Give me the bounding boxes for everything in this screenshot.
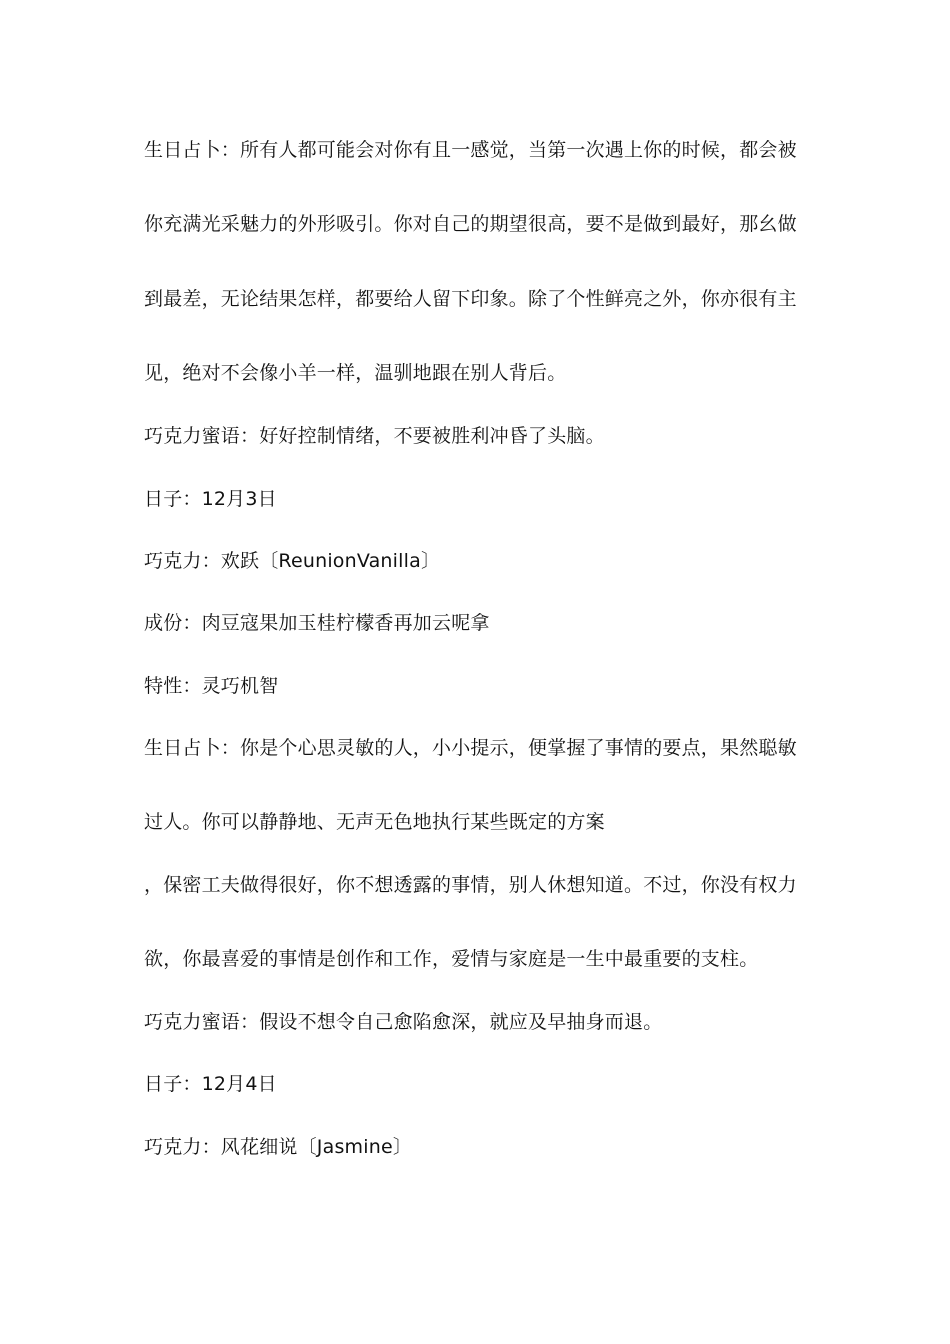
text-line-5: 生日占卜：你是个心思灵敏的人，小小提示，便掌握了事情的要点，果然聪敏	[144, 737, 797, 759]
text-line-3: 到最差，无论结果怎样，都要给人留下印象。除了个性鲜亮之外，你亦很有主	[144, 288, 797, 310]
text-line-7: ，保密工夫做得很好，你不想透露的事情，别人休想知道。不过，你没有权力	[144, 874, 797, 896]
text-line-2: 你充满光采魅力的外形吸引。你对自己的期望很高，要不是做到最好，那幺做	[144, 213, 797, 235]
date-line-1: 日子：12月3日	[144, 488, 277, 510]
trait-line: 特性：灵巧机智	[144, 675, 279, 697]
text-line-6: 过人。你可以静静地、无声无色地执行某些既定的方案	[144, 811, 605, 833]
chocolate-name-1: 巧克力：欢跃〔ReunionVanilla〕	[144, 550, 441, 572]
text-line-4: 见，绝对不会像小羊一样，温驯地跟在别人背后。	[144, 362, 567, 384]
chocolate-message-2: 巧克力蜜语：假设不想令自己愈陷愈深，就应及早抽身而退。	[144, 1011, 663, 1033]
chocolate-name-2: 巧克力：风花细说〔Jasmine〕	[144, 1136, 413, 1158]
chocolate-message-1: 巧克力蜜语：好好控制情绪，不要被胜利冲昏了头脑。	[144, 425, 605, 447]
date-line-2: 日子：12月4日	[144, 1073, 277, 1095]
text-line-1: 生日占卜：所有人都可能会对你有且一感觉，当第一次遇上你的时候，都会被	[144, 139, 797, 161]
ingredients-line: 成份：肉豆寇果加玉桂柠檬香再加云呢拿	[144, 612, 490, 634]
text-line-8: 欲，你最喜爱的事情是创作和工作，爱情与家庭是一生中最重要的支柱。	[144, 948, 759, 970]
